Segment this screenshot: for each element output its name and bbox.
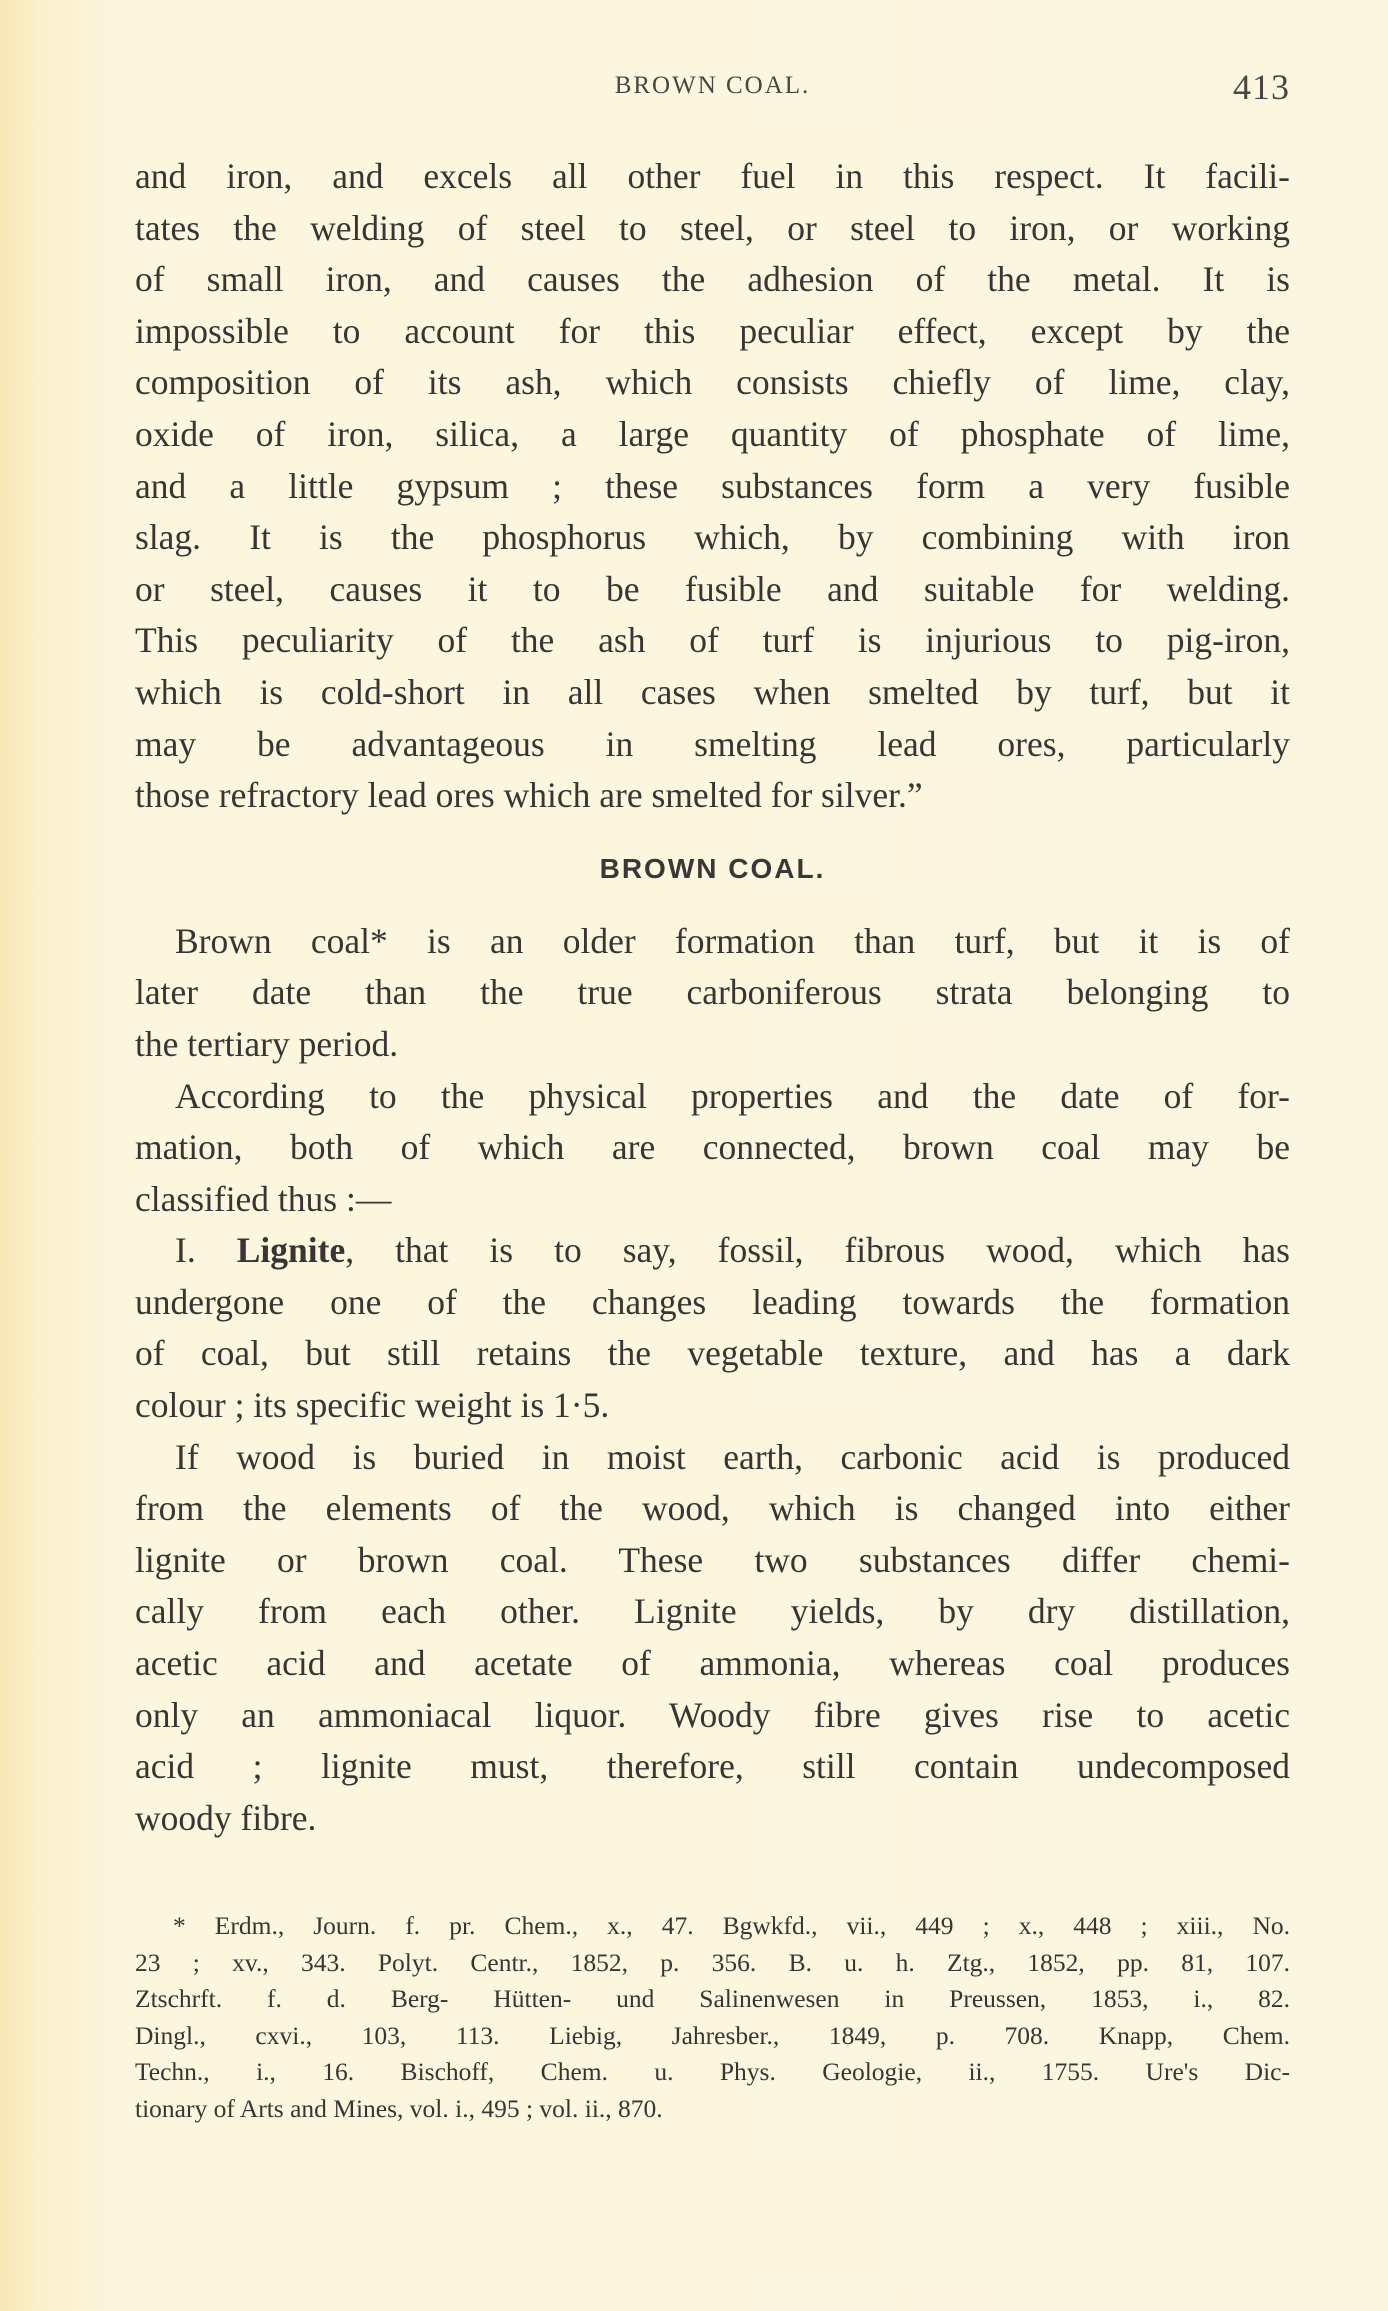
footnote-line: Dingl., cxvi., 103, 113. Liebig, Jahresber., 1849, p. 708. Knapp, Chem.: [135, 2020, 1290, 2050]
text-line: of small iron, and causes the adhesion of the metal. It is: [135, 259, 1290, 300]
footnote: [135, 1908, 1290, 2127]
text-line: If wood is buried in moist earth, carbonic acid is produced: [175, 1436, 1290, 1477]
text-line: undergone one of the changes leading towards the formation: [135, 1281, 1290, 1322]
text-line: and iron, and excels all other fuel in this respect. It facili-: [135, 156, 1290, 196]
list-term: Lignite: [236, 1230, 346, 1271]
text-line: impossible to account for this peculiar effect, except by the: [135, 310, 1290, 351]
body-text: [135, 151, 1290, 1844]
text-line: mation, both of which are connected, brown coal may be: [135, 1127, 1290, 1168]
text-line: Brown coal* is an older formation than turf, but it is of: [175, 920, 1290, 961]
text-line: or steel, causes it to be fusible and suitable for welding.: [135, 568, 1290, 609]
footnote-line: Techn., i., 16. Bischoff, Chem. u. Phys. Geologie, ii., 1755. Ure's Dic-: [135, 2057, 1290, 2086]
text-line: which is cold-short in all cases when smelted by turf, but it: [135, 671, 1290, 712]
text-line: only an ammoniacal liquor. Woody fibre gives rise to acetic: [135, 1694, 1290, 1735]
running-head-title: BROWN COAL.: [614, 72, 811, 99]
text-line: those refractory lead ores which are smelted for silver.”: [135, 775, 923, 816]
text-line: from the elements of the wood, which is changed into either: [135, 1488, 1290, 1529]
text-line: According to the physical properties and the date of for-: [175, 1075, 1290, 1116]
text-line: the tertiary period.: [135, 1023, 399, 1064]
footnote-line: 23 ; xv., 343. Polyt. Centr., 1852, p. 356. B. u. h. Ztg., 1852, pp. 81, 107.: [135, 1947, 1290, 1977]
text-line: woody fibre.: [135, 1797, 317, 1838]
list-item-lignite: [135, 1225, 1290, 1277]
text-line: classified thus :—: [135, 1178, 392, 1219]
text-line: acetic acid and acetate of ammonia, whereas coal produces: [135, 1643, 1290, 1684]
text-line: later date than the true carboniferous strata belonging to: [135, 972, 1290, 1013]
footnote-line: * Erdm., Journ. f. pr. Chem., x., 47. Bgwkfd., vii., 449 ; x., 448 ; xiii., No.: [173, 1911, 1290, 1940]
text-line: may be advantageous in smelting lead ores, particularly: [135, 723, 1290, 764]
text-line: of coal, but still retains the vegetable texture, and has a dark: [135, 1333, 1290, 1374]
text-line: composition of its ash, which consists chiefly of lime, clay,: [135, 362, 1290, 403]
text-line: oxide of iron, silica, a large quantity of phosphate of lime,: [135, 413, 1290, 454]
section-heading: BROWN COAL.: [599, 852, 826, 884]
footnote-line: tionary of Arts and Mines, vol. i., 495 ; vol. ii., 870.: [135, 2093, 663, 2123]
list-number: I.: [175, 1230, 196, 1271]
text-line: lignite or brown coal. These two substances differ chemi-: [135, 1539, 1290, 1580]
text-line: This peculiarity of the ash of turf is injurious to pig-iron,: [135, 620, 1290, 661]
list-text: , that is to say, fossil, fibrous wood, which has: [345, 1230, 1290, 1271]
footnote-line: Ztschrft. f. d. Berg- Hütten- und Salinenwesen in Preussen, 1853, i., 82.: [135, 1984, 1290, 2013]
text-line: acid ; lignite must, therefore, still contain undecomposed: [135, 1746, 1290, 1787]
page-number: 413: [1233, 67, 1290, 107]
text-line: tates the welding of steel to steel, or steel to iron, or working: [135, 207, 1290, 248]
text-line: and a little gypsum ; these substances form a very fusible: [135, 465, 1290, 506]
text-line: cally from each other. Lignite yields, by dry distillation,: [135, 1591, 1290, 1632]
text-line: colour ; its specific weight is 1·5.: [135, 1385, 610, 1426]
text-line: slag. It is the phosphorus which, by combining with iron: [135, 517, 1290, 558]
running-head: [135, 66, 1290, 106]
